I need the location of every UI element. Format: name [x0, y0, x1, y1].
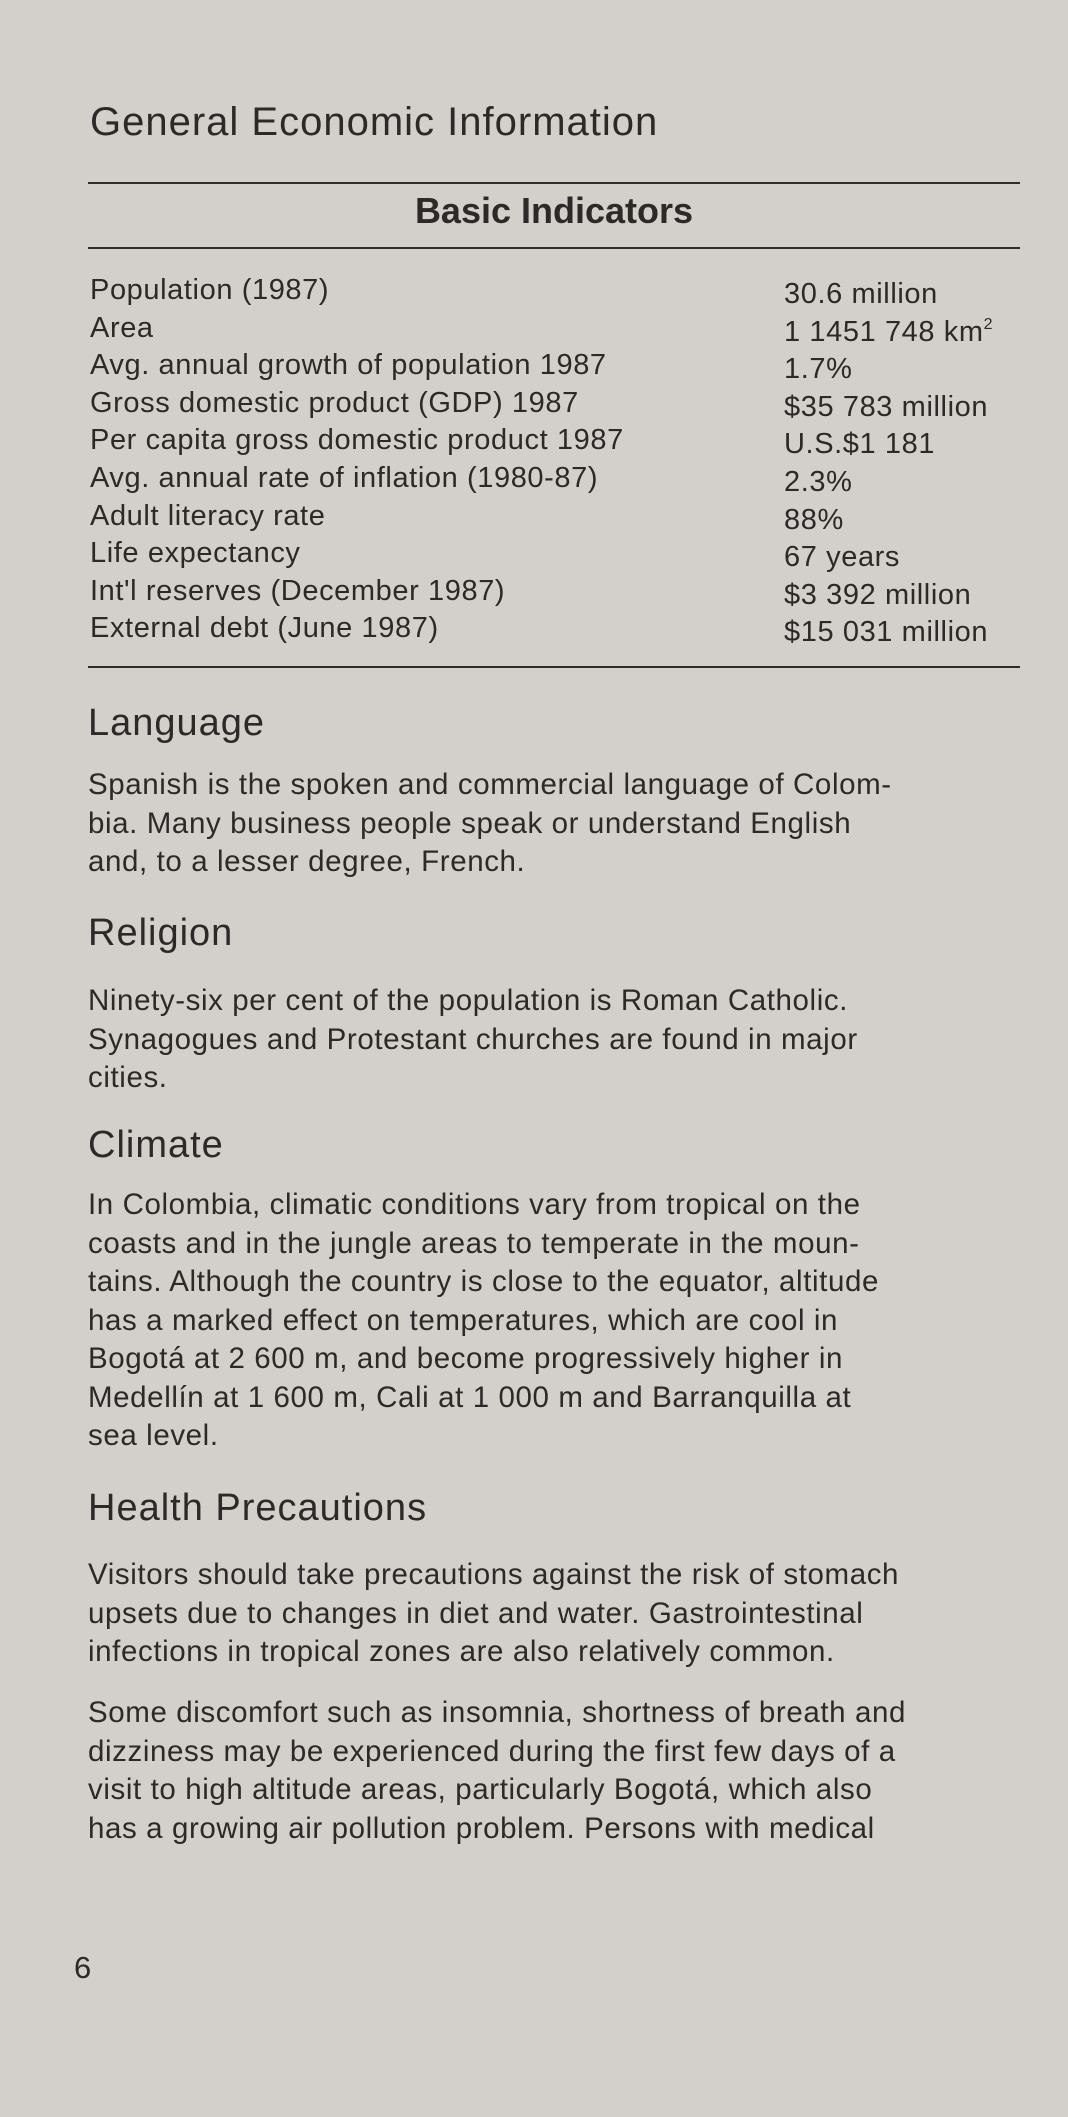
indicator-label: Per capita gross domestic product 1987	[90, 424, 624, 457]
indicator-value: $3 392 million	[784, 578, 972, 611]
basic-indicators-title: Basic Indicators	[414, 190, 694, 231]
indicator-label: Avg. annual rate of inflation (1980-87)	[90, 461, 599, 494]
language-paragraph: Spanish is the spoken and commercial language of Colom- bia. Many business people speak or understand English and, to a lesser degree, French.	[88, 768, 892, 878]
indicator-value	[784, 314, 993, 352]
indicator-label: Population (1987)	[90, 274, 330, 306]
climate-heading: Climate	[88, 1124, 224, 1166]
indicator-value: 67 years	[784, 541, 901, 574]
indicator-label: External debt (June 1987)	[90, 612, 439, 645]
health-precautions-heading: Health Precautions	[88, 1487, 428, 1529]
indicator-value: $35 783 million	[784, 390, 989, 423]
indicator-label: Area	[90, 311, 154, 344]
table-top-rule	[88, 182, 1020, 184]
indicator-row	[90, 385, 1020, 423]
table-header-rule	[88, 247, 1020, 249]
indicator-label: Avg. annual growth of population 1987	[90, 349, 607, 382]
table-bottom-rule	[88, 666, 1020, 668]
indicator-row	[90, 272, 1020, 310]
indicator-row	[90, 535, 1020, 573]
indicator-value: 30.6 million	[784, 278, 938, 310]
religion-heading: Religion	[88, 912, 234, 954]
page-number: 6	[74, 1950, 92, 1985]
indicator-value: $15 031 million	[784, 616, 989, 649]
indicator-row	[90, 498, 1020, 536]
health-paragraph-2: Some discomfort such as insomnia, shortness of breath and dizziness may be experienced during the first few days of a visit to high altitude areas, particularly Bogotá, which also has a growing air pollution problem. Persons with medical	[88, 1696, 906, 1845]
indicator-row	[90, 422, 1020, 460]
indicator-row	[90, 610, 1020, 648]
area-unit-superscript: 2	[983, 315, 994, 333]
indicator-value: 88%	[784, 503, 844, 536]
indicator-row	[90, 460, 1020, 498]
climate-paragraph: In Colombia, climatic conditions vary from tropical on the coasts and in the jungle areas to temperate in the moun- tains. Although the country is close to the equator, altitude has a marked effect on temperatures, which are cool in Bogotá at 2 600 m, and become progressively higher in Medellín at 1 600 m, Cali at 1 000 m and Barranquilla at sea level.	[88, 1188, 879, 1452]
indicator-label: Life expectancy	[90, 537, 301, 570]
religion-paragraph: Ninety-six per cent of the population is Roman Catholic. Synagogues and Protestant churches are found in major cities.	[88, 984, 858, 1094]
indicator-label: Adult literacy rate	[90, 499, 326, 532]
indicator-value: U.S.$1 181	[784, 428, 936, 461]
basic-indicators-table	[90, 272, 1020, 648]
indicator-value: 2.3%	[784, 465, 853, 498]
area-value-text: 1 1451 748 km	[784, 315, 984, 348]
indicator-value: 1.7%	[784, 353, 853, 386]
indicator-row	[90, 573, 1020, 611]
language-heading: Language	[88, 702, 266, 744]
indicator-label: Gross domestic product (GDP) 1987	[90, 386, 579, 419]
indicator-row	[90, 347, 1020, 385]
indicator-row	[90, 310, 1020, 348]
indicator-label: Int'l reserves (December 1987)	[90, 574, 506, 607]
page-title: General Economic Information	[90, 100, 659, 144]
health-paragraph-1: Visitors should take precautions against the risk of stomach upsets due to changes in diet and water. Gastrointestinal infections in tropical zones are also relatively common.	[88, 1558, 900, 1668]
